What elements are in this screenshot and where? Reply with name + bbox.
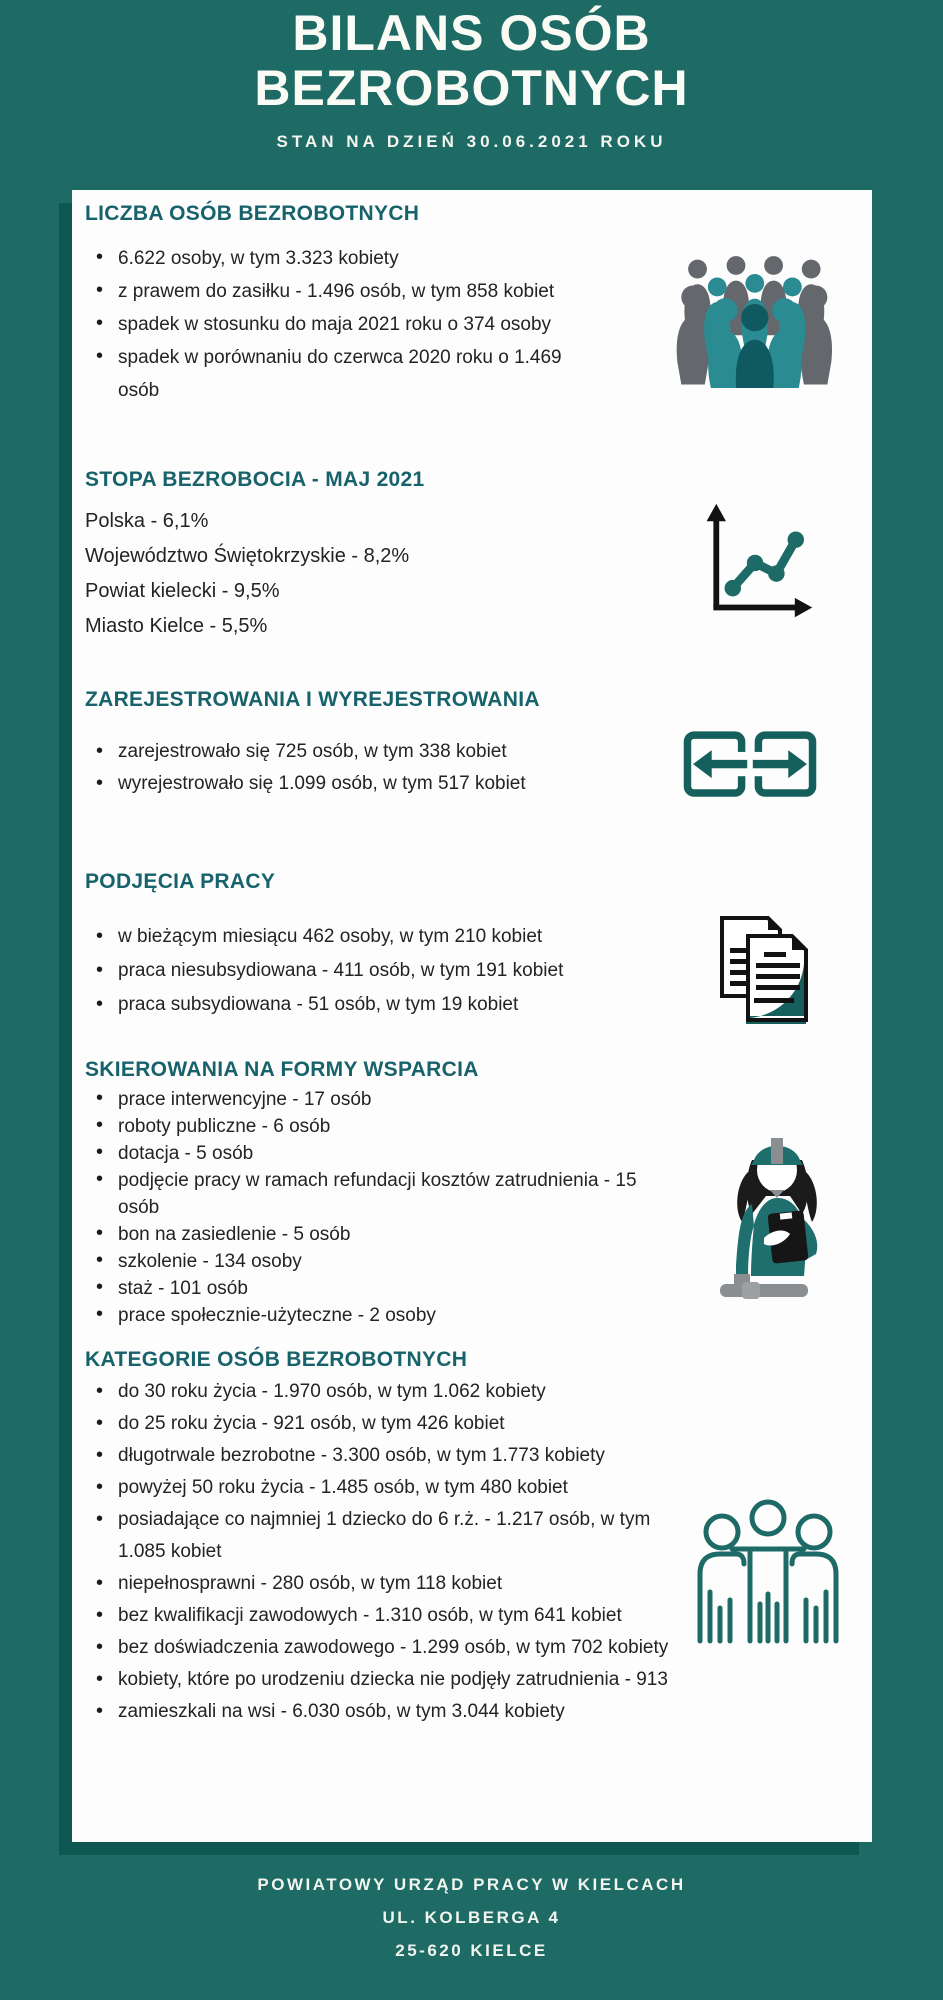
list-item: • prace społecznie-użyteczne - 2 osoby: [92, 1302, 657, 1329]
list-item: • zamieszkali na wsi - 6.030 osób, w tym 3.044 kobiety: [92, 1696, 678, 1728]
list-item: Powiat kielecki - 9,5%: [85, 580, 280, 602]
list-item: • praca subsydiowana - 51 osób, w tym 19 kobiet: [92, 988, 637, 1022]
list-item: • szkolenie - 134 osoby: [92, 1248, 657, 1275]
header: [0, 0, 943, 152]
list-item: • w bieżącym miesiącu 462 osoby, w tym 210 kobiet: [92, 920, 637, 954]
section-list: [85, 504, 645, 644]
list-item: • podjęcie pracy w ramach refundacji kosztów zatrudnienia - 15 osób: [92, 1167, 657, 1221]
list-item: Województwo Świętokrzyskie - 8,2%: [85, 545, 410, 567]
list-item: • bon na zasiedlenie - 5 osób: [92, 1221, 657, 1248]
register-arrows-icon: [680, 728, 820, 802]
content-card: [72, 190, 872, 1842]
section-heading: KATEGORIE OSÓB BEZROBOTNYCH: [85, 1348, 468, 1371]
list-item: • zarejestrowało się 725 osób, w tym 338 kobiet: [92, 736, 632, 768]
list-item: • spadek w porównaniu do czerwca 2020 roku o 1.469 osób: [92, 341, 582, 407]
page-title-line1: BILANS OSÓB: [292, 5, 651, 61]
crowd-icon: [668, 236, 838, 388]
list-item: • prace interwencyjne - 17 osób: [92, 1086, 657, 1113]
page-title: [0, 6, 943, 116]
list-item: • wyrejestrowało się 1.099 osób, w tym 517 kobiet: [92, 768, 632, 800]
list-item: • staż - 101 osób: [92, 1275, 657, 1302]
section-heading: LICZBA OSÓB BEZROBOTNYCH: [85, 202, 420, 225]
list-item: • długotrwale bezrobotne - 3.300 osób, w tym 1.773 kobiety: [92, 1440, 678, 1472]
footer: [0, 1868, 943, 1967]
list-item: • z prawem do zasiłku - 1.496 osób, w tym 858 kobiet: [92, 275, 582, 308]
footer-org-name: POWIATOWY URZĄD PRACY W KIELCACH: [257, 1875, 686, 1894]
footer-street: UL. KOLBERGA 4: [382, 1908, 561, 1927]
list-item: • bez kwalifikacji zawodowych - 1.310 osób, w tym 641 kobiet: [92, 1600, 678, 1632]
worker-icon: [718, 1126, 836, 1306]
section-list: [92, 1376, 678, 1728]
section-heading: STOPA BEZROBOCIA - MAJ 2021: [85, 468, 425, 491]
list-item: • do 30 roku życia - 1.970 osób, w tym 1.062 kobiety: [92, 1376, 678, 1408]
documents-icon: [708, 912, 816, 1032]
section-list: [92, 1086, 657, 1329]
list-item: • roboty publiczne - 6 osób: [92, 1113, 657, 1140]
list-item: • spadek w stosunku do maja 2021 roku o 374 osoby: [92, 308, 582, 341]
list-item: • do 25 roku życia - 921 osób, w tym 426 kobiet: [92, 1408, 678, 1440]
section-list: [92, 242, 582, 407]
section-heading: SKIEROWANIA NA FORMY WSPARCIA: [85, 1058, 479, 1081]
list-item: Polska - 6,1%: [85, 510, 209, 532]
list-item: • praca niesubsydiowana - 411 osób, w tym 191 kobiet: [92, 954, 637, 988]
list-item: • 6.622 osoby, w tym 3.323 kobiety: [92, 242, 582, 275]
list-item: • bez doświadczenia zawodowego - 1.299 osób, w tym 702 kobiety: [92, 1632, 678, 1664]
page-subtitle: STAN NA DZIEŃ 30.06.2021 ROKU: [276, 132, 667, 151]
list-item: • kobiety, które po urodzeniu dziecka nie podjęły zatrudnienia - 913: [92, 1664, 678, 1696]
section-list: [92, 920, 637, 1022]
list-item: • niepełnosprawni - 280 osób, w tym 118 kobiet: [92, 1568, 678, 1600]
section-heading: ZAREJESTROWANIA I WYREJESTROWANIA: [85, 688, 540, 711]
footer-city: 25-620 KIELCE: [395, 1941, 548, 1960]
list-item: • powyżej 50 roku życia - 1.485 osób, w tym 480 kobiet: [92, 1472, 678, 1504]
list-item: Miasto Kielce - 5,5%: [85, 615, 268, 637]
page-title-line2: BEZROBOTNYCH: [254, 60, 689, 116]
team-icon: [688, 1496, 848, 1646]
list-item: • dotacja - 5 osób: [92, 1140, 657, 1167]
line-chart-icon: [694, 498, 820, 624]
section-heading: PODJĘCIA PRACY: [85, 870, 276, 893]
section-list: [92, 736, 632, 800]
list-item: • posiadające co najmniej 1 dziecko do 6 r.ż. - 1.217 osób, w tym 1.085 kobiet: [92, 1504, 678, 1568]
